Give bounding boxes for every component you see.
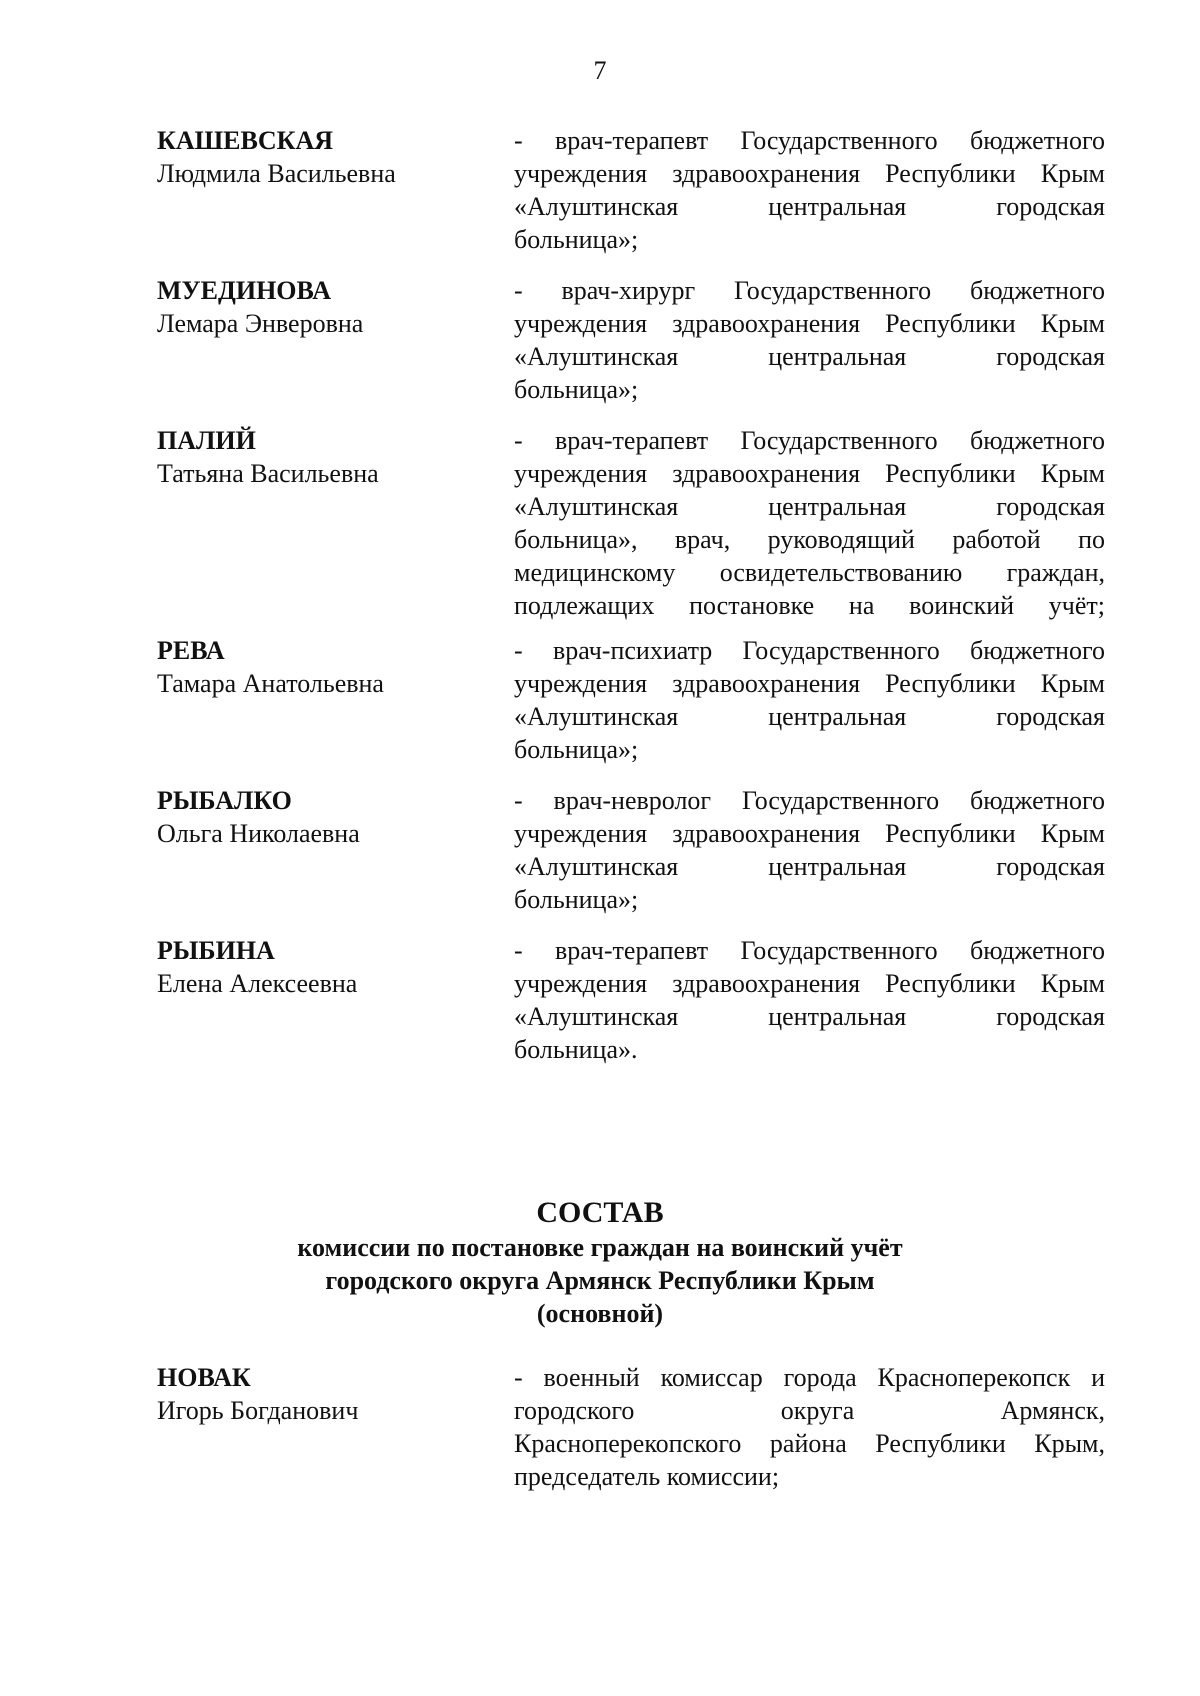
- position-line: учреждения здравоохранения Республики Крым: [514, 459, 1105, 488]
- position-line: больница», врач, руководящий работой по: [514, 525, 1105, 554]
- position-line: больница»;: [514, 225, 639, 254]
- member-surname: НОВАК: [157, 1363, 251, 1392]
- member-entry: [157, 274, 1105, 406]
- member-position: [514, 634, 1105, 766]
- position-line: - врач-психиатр Государственного бюджетного: [514, 636, 1105, 665]
- member-name: [157, 1361, 514, 1493]
- position-line: больница».: [514, 1035, 638, 1064]
- member-entry: [157, 124, 1105, 256]
- section-subtitle-line: городского округа Армянск Республики Крым: [325, 1266, 875, 1295]
- position-line: подлежащих постановке на воинский учёт;: [514, 591, 1105, 620]
- position-line: «Алуштинская центральная городская: [514, 1002, 1105, 1031]
- position-line: председатель комиссии;: [514, 1462, 780, 1491]
- member-surname: ПАЛИЙ: [157, 426, 256, 455]
- position-line: - врач-терапевт Государственного бюджетного: [514, 936, 1105, 965]
- member-position: [514, 1361, 1105, 1493]
- member-name: [157, 934, 514, 1066]
- page-number: 7: [593, 56, 607, 85]
- member-given-name: Тамара Анатольевна: [157, 669, 384, 698]
- position-line: учреждения здравоохранения Республики Крым: [514, 969, 1105, 998]
- position-line: - врач-хирург Государственного бюджетного: [514, 276, 1105, 305]
- member-name: [157, 784, 514, 916]
- section-title: СОСТАВ: [536, 1196, 664, 1229]
- position-line: больница»;: [514, 375, 639, 404]
- member-entry: [157, 784, 1105, 916]
- member-entry: [157, 934, 1105, 1066]
- member-position: [514, 124, 1105, 256]
- section-subtitle-line: (основной): [536, 1299, 664, 1328]
- position-line: «Алуштинская центральная городская: [514, 492, 1105, 521]
- member-surname: РЕВА: [157, 636, 225, 665]
- position-line: больница»;: [514, 735, 639, 764]
- member-surname: РЫБИНА: [157, 936, 275, 965]
- member-position: [514, 274, 1105, 406]
- member-entry: [157, 424, 1105, 622]
- position-line: городского округа Армянск,: [514, 1396, 1105, 1425]
- member-surname: МУЕДИНОВА: [157, 276, 332, 305]
- member-name: [157, 634, 514, 766]
- member-name: [157, 274, 514, 406]
- position-line: - врач-невролог Государственного бюджетного: [514, 786, 1105, 815]
- member-position: [514, 784, 1105, 916]
- position-line: - врач-терапевт Государственного бюджетного: [514, 126, 1105, 155]
- position-line: учреждения здравоохранения Республики Крым: [514, 159, 1105, 188]
- member-given-name: Людмила Васильевна: [157, 159, 396, 188]
- position-line: «Алуштинская центральная городская: [514, 342, 1105, 371]
- position-line: больница»;: [514, 885, 639, 914]
- position-line: учреждения здравоохранения Республики Крым: [514, 819, 1105, 848]
- member-position: [514, 934, 1105, 1066]
- section-heading: [0, 1195, 1200, 1330]
- member-given-name: Татьяна Васильевна: [157, 459, 379, 488]
- position-line: - военный комиссар города Красноперекопск и: [514, 1363, 1105, 1392]
- member-entry: [157, 634, 1105, 766]
- member-name: [157, 124, 514, 256]
- position-line: Красноперекопского района Республики Крым,: [514, 1429, 1105, 1458]
- member-given-name: Лемара Энверовна: [157, 309, 364, 338]
- member-entry: [157, 1361, 1105, 1493]
- position-line: учреждения здравоохранения Республики Крым: [514, 669, 1105, 698]
- member-name: [157, 424, 514, 622]
- member-surname: РЫБАЛКО: [157, 786, 292, 815]
- member-position: [514, 424, 1105, 622]
- section-subtitle-line: комиссии по постановке граждан на воинский учёт: [297, 1233, 903, 1262]
- position-line: «Алуштинская центральная городская: [514, 192, 1105, 221]
- position-line: учреждения здравоохранения Республики Крым: [514, 309, 1105, 338]
- member-given-name: Ольга Николаевна: [157, 819, 360, 848]
- position-line: «Алуштинская центральная городская: [514, 852, 1105, 881]
- member-surname: КАШЕВСКАЯ: [157, 126, 334, 155]
- member-given-name: Елена Алексеевна: [157, 969, 358, 998]
- member-given-name: Игорь Богданович: [157, 1396, 359, 1425]
- position-line: - врач-терапевт Государственного бюджетного: [514, 426, 1105, 455]
- position-line: «Алуштинская центральная городская: [514, 702, 1105, 731]
- position-line: медицинскому освидетельствованию граждан,: [514, 558, 1105, 587]
